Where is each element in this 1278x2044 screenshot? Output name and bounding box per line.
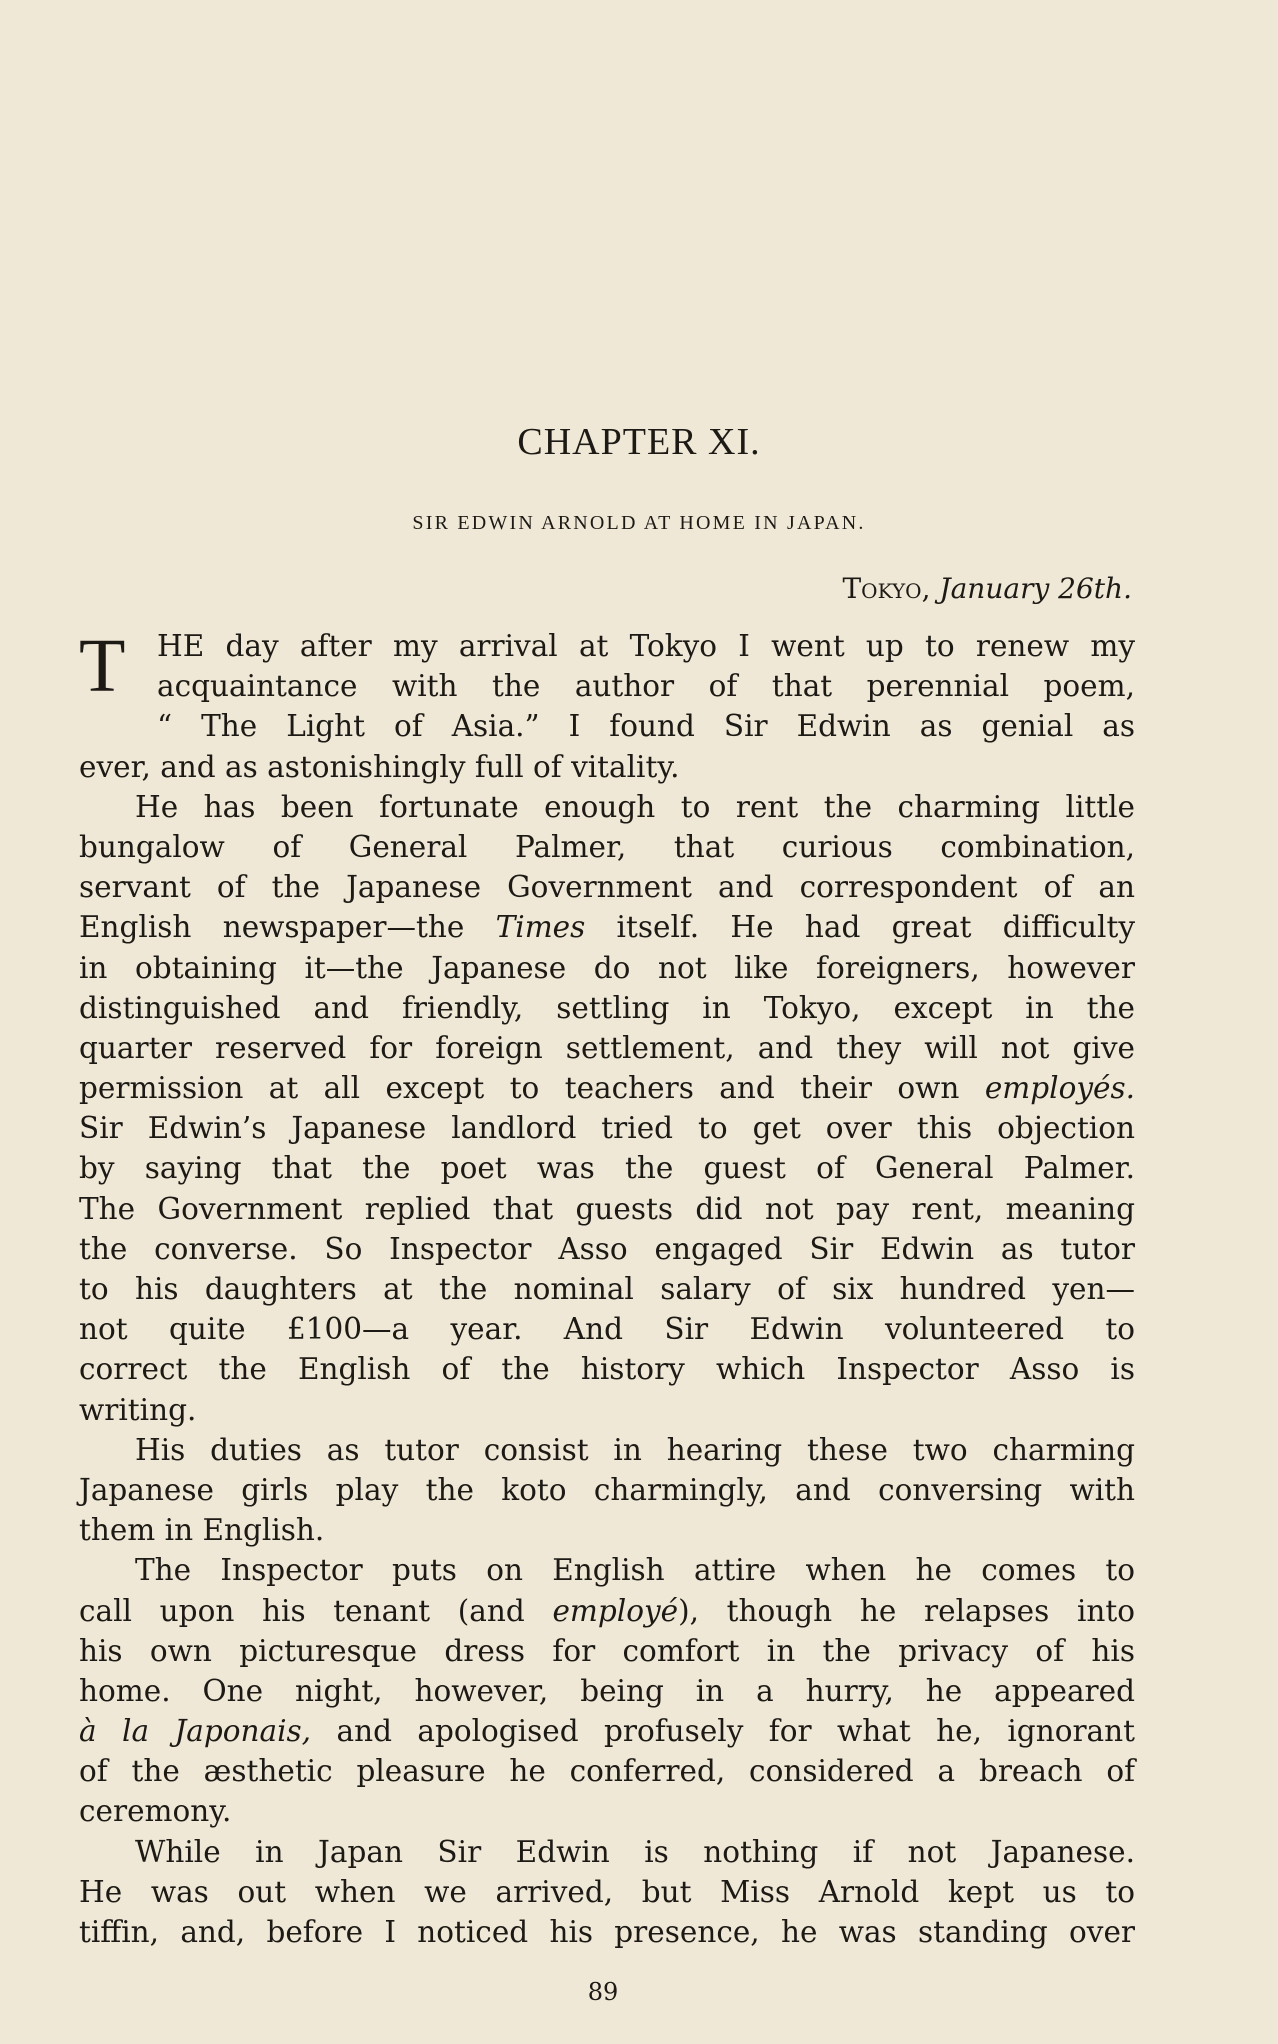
text-line: bungalow of General Palmer, that curious combination, (79, 829, 1135, 864)
text-line (79, 907, 1135, 947)
italic-word: employé (552, 1593, 679, 1628)
text-line: of the æsthetic pleasure he conferred, considered a breach of (79, 1754, 1135, 1789)
text-line: “ The Light of Asia.” I found Sir Edwin as genial as (157, 709, 1135, 744)
dateline-place: Tokyo, (842, 572, 931, 605)
text-line: by saying that the poet was the guest of General Palmer. (79, 1151, 1135, 1186)
text-line: The Government replied that guests did not pay rent, meaning (79, 1191, 1135, 1226)
text-line: While in Japan Sir Edwin is nothing if not Japanese. (135, 1834, 1135, 1869)
text-line: ceremony. (79, 1794, 232, 1829)
text-line: distinguished and friendly, settling in Tokyo, except in the (79, 990, 1135, 1025)
italic-phrase: à la Japonais, (79, 1714, 312, 1749)
text-segment: call upon his tenant (and (79, 1593, 553, 1628)
dateline (0, 572, 1132, 605)
text-segment: permission at all except to teachers and their own (79, 1071, 985, 1106)
text-segment: ), though he relapses into (678, 1593, 1135, 1628)
dateline-date: January 26th. (939, 572, 1132, 605)
text-line: The Inspector puts on English attire when he comes to (135, 1553, 1135, 1588)
text-line: servant of the Japanese Government and correspondent of an (79, 870, 1135, 905)
text-line: in obtaining it—the Japanese do not like foreigners, however (79, 950, 1135, 985)
text-line: the converse. So Inspector Asso engaged Sir Edwin as tutor (79, 1231, 1135, 1266)
text-line: He was out when we arrived, but Miss Arnold kept us to (79, 1874, 1135, 1909)
italic-word: employés. (984, 1071, 1135, 1106)
text-segment: itself. He had great difficulty (585, 910, 1135, 945)
body-text (79, 626, 1135, 1952)
italic-title: Times (495, 910, 586, 945)
text-line: acquaintance with the author of that perennial poem, (157, 669, 1135, 704)
text-segment: and apologised profusely for what he, ignorant (311, 1714, 1135, 1749)
text-line: HE day after my arrival at Tokyo I went up to renew my (157, 629, 1135, 663)
text-line: home. One night, however, being in a hurry, he appeared (79, 1673, 1135, 1708)
chapter-subtitle: SIR EDWIN ARNOLD AT HOME IN JAPAN. (412, 512, 866, 534)
text-line: correct the English of the history which Inspector Asso is (79, 1352, 1135, 1387)
text-line: quarter reserved for foreign settlement, and they will not give (79, 1030, 1135, 1065)
text-line: He has been fortunate enough to rent the charming little (135, 789, 1135, 824)
chapter-title: CHAPTER XI. (517, 421, 761, 463)
text-line: Japanese girls play the koto charmingly, and conversing with (79, 1472, 1135, 1507)
text-line: writing. (79, 1392, 197, 1427)
text-line (79, 1591, 1135, 1631)
text-line: tiffin, and, before I noticed his presence, he was standing over (79, 1915, 1135, 1949)
text-segment: English newspaper—the (79, 910, 496, 945)
page-number: 89 (587, 1978, 619, 2006)
text-line (79, 1068, 1135, 1108)
text-line: not quite £100—a year. And Sir Edwin volunteered to (79, 1312, 1135, 1347)
text-line: Sir Edwin’s Japanese landlord tried to get over this objection (79, 1111, 1135, 1146)
text-line: his own picturesque dress for comfort in the privacy of his (79, 1633, 1135, 1668)
text-line: ever, and as astonishingly full of vitality. (79, 749, 680, 784)
text-line (79, 1711, 1135, 1751)
text-line: them in English. (79, 1513, 325, 1548)
text-line: to his daughters at the nominal salary of six hundred yen— (79, 1272, 1135, 1306)
drop-cap: T (79, 624, 126, 708)
text-line: His duties as tutor consist in hearing these two charming (135, 1432, 1135, 1467)
